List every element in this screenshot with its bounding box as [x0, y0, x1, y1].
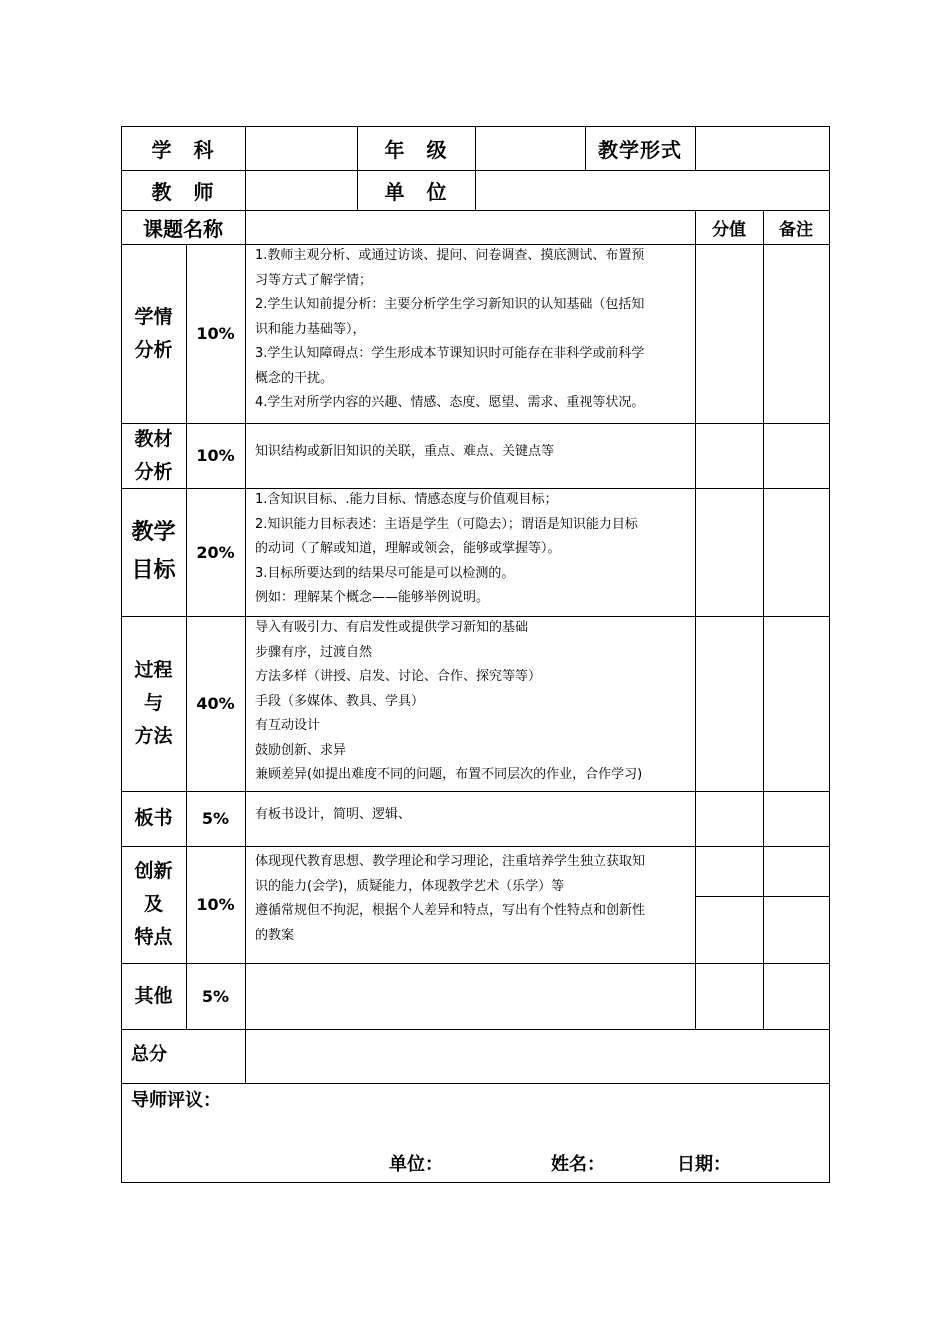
total-field[interactable]	[246, 1030, 829, 1083]
teaching-form-label: 教学形式	[598, 137, 682, 162]
total-label: 总分	[131, 1044, 167, 1065]
score-field[interactable]	[696, 792, 763, 846]
grade-field[interactable]	[476, 127, 585, 170]
border-bottom	[121, 1182, 830, 1183]
advisor-comment-label: 导师评议：	[131, 1090, 221, 1111]
criterion-name: 学情 分析	[134, 305, 173, 361]
unit-label: 单 位	[384, 179, 448, 204]
score-field[interactable]	[696, 847, 763, 896]
criterion-name: 创新 及 特点	[134, 860, 173, 948]
comment-name-label: 姓名：	[551, 1154, 605, 1175]
score-field[interactable]	[696, 617, 763, 791]
criterion-weight: 5%	[201, 986, 230, 1006]
col-divider	[245, 126, 246, 1083]
comment-date-label: 日期：	[677, 1154, 731, 1175]
criterion-description: 知识结构或新旧知识的关联，重点、难点、关键点等	[255, 444, 555, 459]
criterion-name: 教学 目标	[131, 520, 176, 583]
criterion-weight: 10%	[196, 446, 235, 465]
criterion-weight: 10%	[196, 895, 235, 914]
criterion-description: 有板书设计，简明、逻辑、	[255, 807, 412, 822]
score-field[interactable]	[696, 489, 763, 616]
remark-field[interactable]	[764, 964, 829, 1029]
remark-field[interactable]	[764, 245, 829, 423]
remark-field[interactable]	[764, 792, 829, 846]
teaching-form-field[interactable]	[696, 127, 829, 170]
teacher-field[interactable]	[246, 171, 357, 210]
grade-label: 年 级	[384, 137, 448, 162]
row-divider	[121, 1083, 830, 1084]
criterion-name: 其他	[134, 984, 173, 1007]
score-field[interactable]	[696, 897, 763, 963]
criterion-name: 过程 与 方法	[134, 659, 173, 747]
criterion-weight: 20%	[196, 542, 235, 562]
criterion-description: 1.教师主观分析、或通过访谈、提问、问卷调查、摸底测试、布置预 习等方式了解学情； 2.学生认知前提分析：主要分析学生学习新知识的认知基础（包括知 识和能力基础等）， 3.学生认知障碍点：学生形成本节课知识时可能存在非科学或前科学 概念的干扰。 4.学生对所学内容的兴趣、情感、态度、愿望、需求、重视等状况。	[255, 248, 645, 410]
remark-header: 备注	[779, 219, 813, 240]
criterion-name: 板书	[134, 807, 173, 829]
subject-field[interactable]	[246, 127, 357, 170]
topic-field[interactable]	[246, 211, 695, 244]
teacher-label: 教 师	[151, 179, 215, 204]
criterion-name: 教材 分析	[134, 427, 173, 483]
criterion-description: 导入有吸引力、有启发性或提供学习新知的基础 步骤有序，过渡自然 方法多样（讲授、启发、讨论、合作、探究等等） 手段（多媒体、教具、学具） 有互动设计 鼓励创新、求异 兼顾差异(如提出难度不同的问题，布置不同层次的作业，合作学习)	[255, 620, 643, 782]
criterion-description: 体现现代教育思想、教学理论和学习理论，注重培养学生独立获取知 识的能力(会学)，质疑能力，体现教学艺术（乐学）等 遵循常规但不拘泥，根据个人差异和特点，写出有个性特点和创新性 的教案	[255, 854, 646, 943]
subject-label: 学 科	[151, 137, 215, 162]
score-header: 分值	[712, 219, 746, 240]
evaluation-form	[121, 126, 830, 1183]
topic-label: 课题名称	[143, 216, 223, 241]
remark-field[interactable]	[764, 897, 829, 963]
criterion-description: 1.含知识目标、.能力目标、情感态度与价值观目标； 2.知识能力目标表述：主语是学生（可隐去）；谓语是知识能力目标 的动词（了解或知道，理解或领会，能够或掌握等）。 3.目标所要达到的结果尽可能是可以检测的。 例如：理解某个概念——能够举例说明。	[255, 492, 638, 605]
border-right	[829, 126, 830, 1183]
comment-unit-label: 单位：	[389, 1154, 443, 1175]
remark-field[interactable]	[764, 617, 829, 791]
score-field[interactable]	[696, 964, 763, 1029]
criterion-weight: 5%	[201, 809, 230, 828]
criterion-description[interactable]	[246, 964, 695, 1029]
score-field[interactable]	[696, 424, 763, 488]
criterion-weight: 40%	[196, 694, 235, 713]
criterion-weight: 10%	[196, 324, 235, 343]
remark-field[interactable]	[764, 489, 829, 616]
remark-field[interactable]	[764, 424, 829, 488]
score-field[interactable]	[696, 245, 763, 423]
remark-field[interactable]	[764, 847, 829, 896]
unit-field[interactable]	[476, 171, 829, 210]
